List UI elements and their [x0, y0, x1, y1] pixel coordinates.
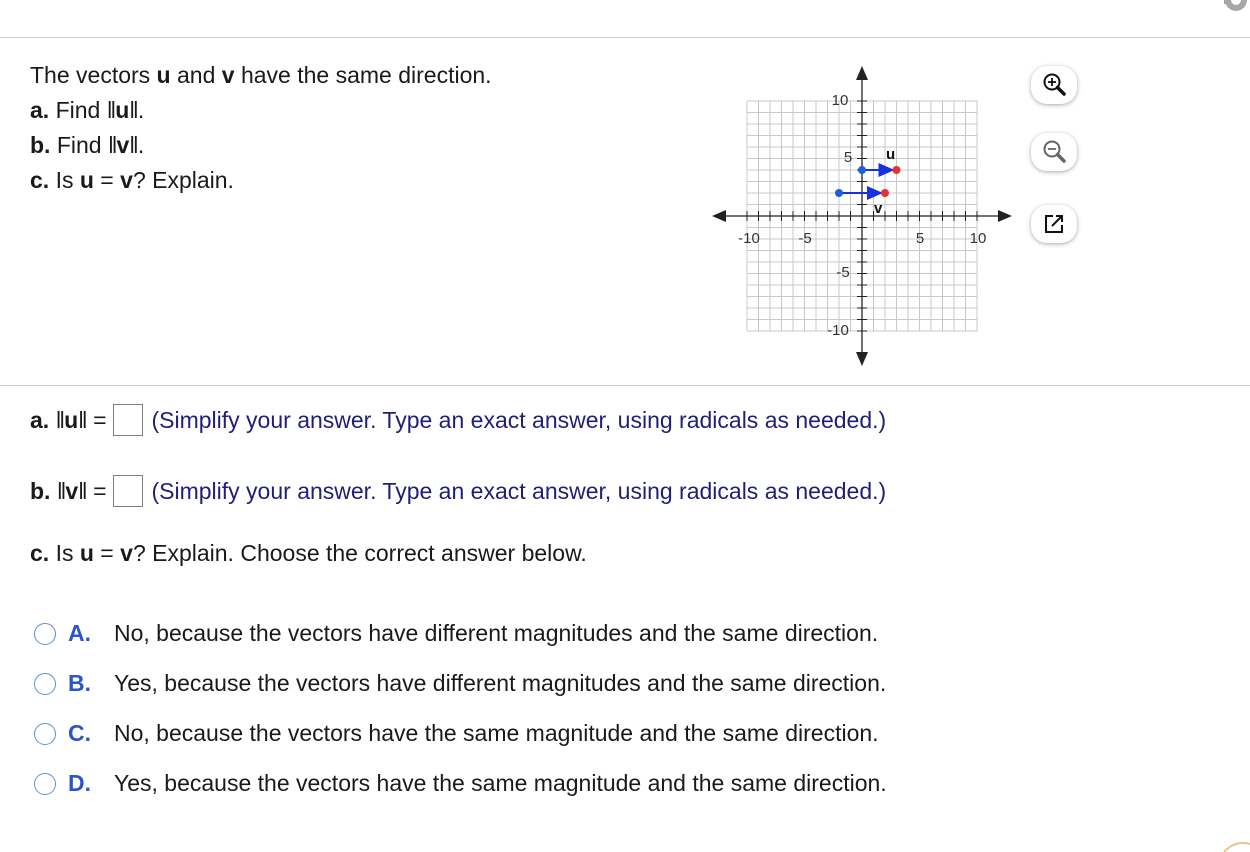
option-c-radio[interactable]: [34, 723, 56, 745]
x-tick-label-neg10: -10: [738, 230, 760, 247]
option-d-letter: D.: [68, 770, 91, 796]
vector-u-arrowhead: [879, 163, 895, 177]
x-tick-label-5: 5: [915, 230, 925, 247]
question-intro: The vectors u and v have the same direction.: [30, 62, 492, 88]
question-text: [30, 58, 492, 198]
question-part-b: b. Find ‖v‖.: [30, 132, 145, 158]
option-d-radio[interactable]: [34, 773, 56, 795]
option-b-radio[interactable]: [34, 673, 56, 695]
norm-bar-right: ‖: [78, 477, 87, 504]
popout-button[interactable]: [1031, 205, 1077, 243]
option-c-text: No, because the vectors have the same magnitude and the same direction.: [114, 720, 879, 746]
option-b-letter: B.: [68, 670, 91, 696]
option-d-text: Yes, because the vectors have the same magnitude and the same direction.: [114, 770, 887, 796]
option-c-letter: C.: [68, 720, 91, 746]
y-tick-label-neg10: -10: [827, 322, 849, 339]
norm-bar-left: ‖: [55, 406, 65, 433]
answer-a-label: a.: [30, 406, 50, 433]
corner-decoration: [1220, 838, 1250, 852]
answer-a-var: u: [64, 406, 79, 433]
zoom-in-icon: [1041, 72, 1067, 98]
y-tick-label-neg5: -5: [836, 264, 850, 281]
equals-sign: =: [93, 406, 107, 433]
popout-icon: [1042, 212, 1066, 236]
vector-u-head-point: [893, 166, 901, 174]
vector-graph: [712, 66, 1012, 366]
zoom-in-button[interactable]: [1031, 66, 1077, 104]
option-a[interactable]: [34, 620, 878, 647]
gear-icon[interactable]: [1216, 0, 1250, 20]
option-b-text: Yes, because the vectors have different magnitudes and the same direction.: [114, 670, 887, 696]
option-b[interactable]: [34, 670, 886, 697]
option-d[interactable]: [34, 770, 887, 797]
question-part-a: a. Find ‖u‖.: [30, 97, 145, 123]
vector-v-tail-point: [835, 189, 843, 197]
y-tick-label-5: 5: [843, 149, 853, 166]
answer-b-input[interactable]: [113, 475, 143, 507]
x-tick-label-10: 10: [969, 230, 987, 247]
vector-u-tail-point: [858, 166, 866, 174]
answer-b-var: v: [65, 477, 79, 504]
section-divider: [0, 385, 1250, 386]
answer-a-hint: (Simplify your answer. Type an exact answer, using radicals as needed.): [151, 406, 887, 433]
zoom-out-icon: [1041, 139, 1067, 165]
y-tick-label-10: 10: [831, 92, 849, 109]
option-a-radio[interactable]: [34, 623, 56, 645]
vector-v-head-point: [881, 189, 889, 197]
option-c[interactable]: [34, 720, 879, 747]
answer-b-row: [30, 475, 886, 507]
answer-b-label: b.: [30, 477, 51, 504]
vector-v-label: v: [874, 200, 883, 217]
top-divider: [0, 37, 1250, 38]
answer-a-input[interactable]: [113, 404, 143, 436]
option-a-letter: A.: [68, 620, 91, 646]
question-part-c: c. Is u = v? Explain.: [30, 167, 234, 193]
answer-b-hint: (Simplify your answer. Type an exact answer, using radicals as needed.): [151, 477, 887, 504]
norm-bar-right: ‖: [78, 406, 87, 433]
part-c-prompt: c. Is u = v? Explain. Choose the correct answer below.: [30, 540, 587, 566]
answer-a-row: [30, 404, 886, 436]
vector-v-arrowhead: [867, 186, 883, 200]
option-a-text: No, because the vectors have different magnitudes and the same direction.: [114, 620, 879, 646]
vector-u-label: u: [886, 146, 896, 163]
norm-bar-left: ‖: [56, 477, 66, 504]
zoom-out-button[interactable]: [1031, 133, 1077, 171]
x-tick-label-neg5: -5: [798, 230, 812, 247]
equals-sign: =: [93, 477, 107, 504]
